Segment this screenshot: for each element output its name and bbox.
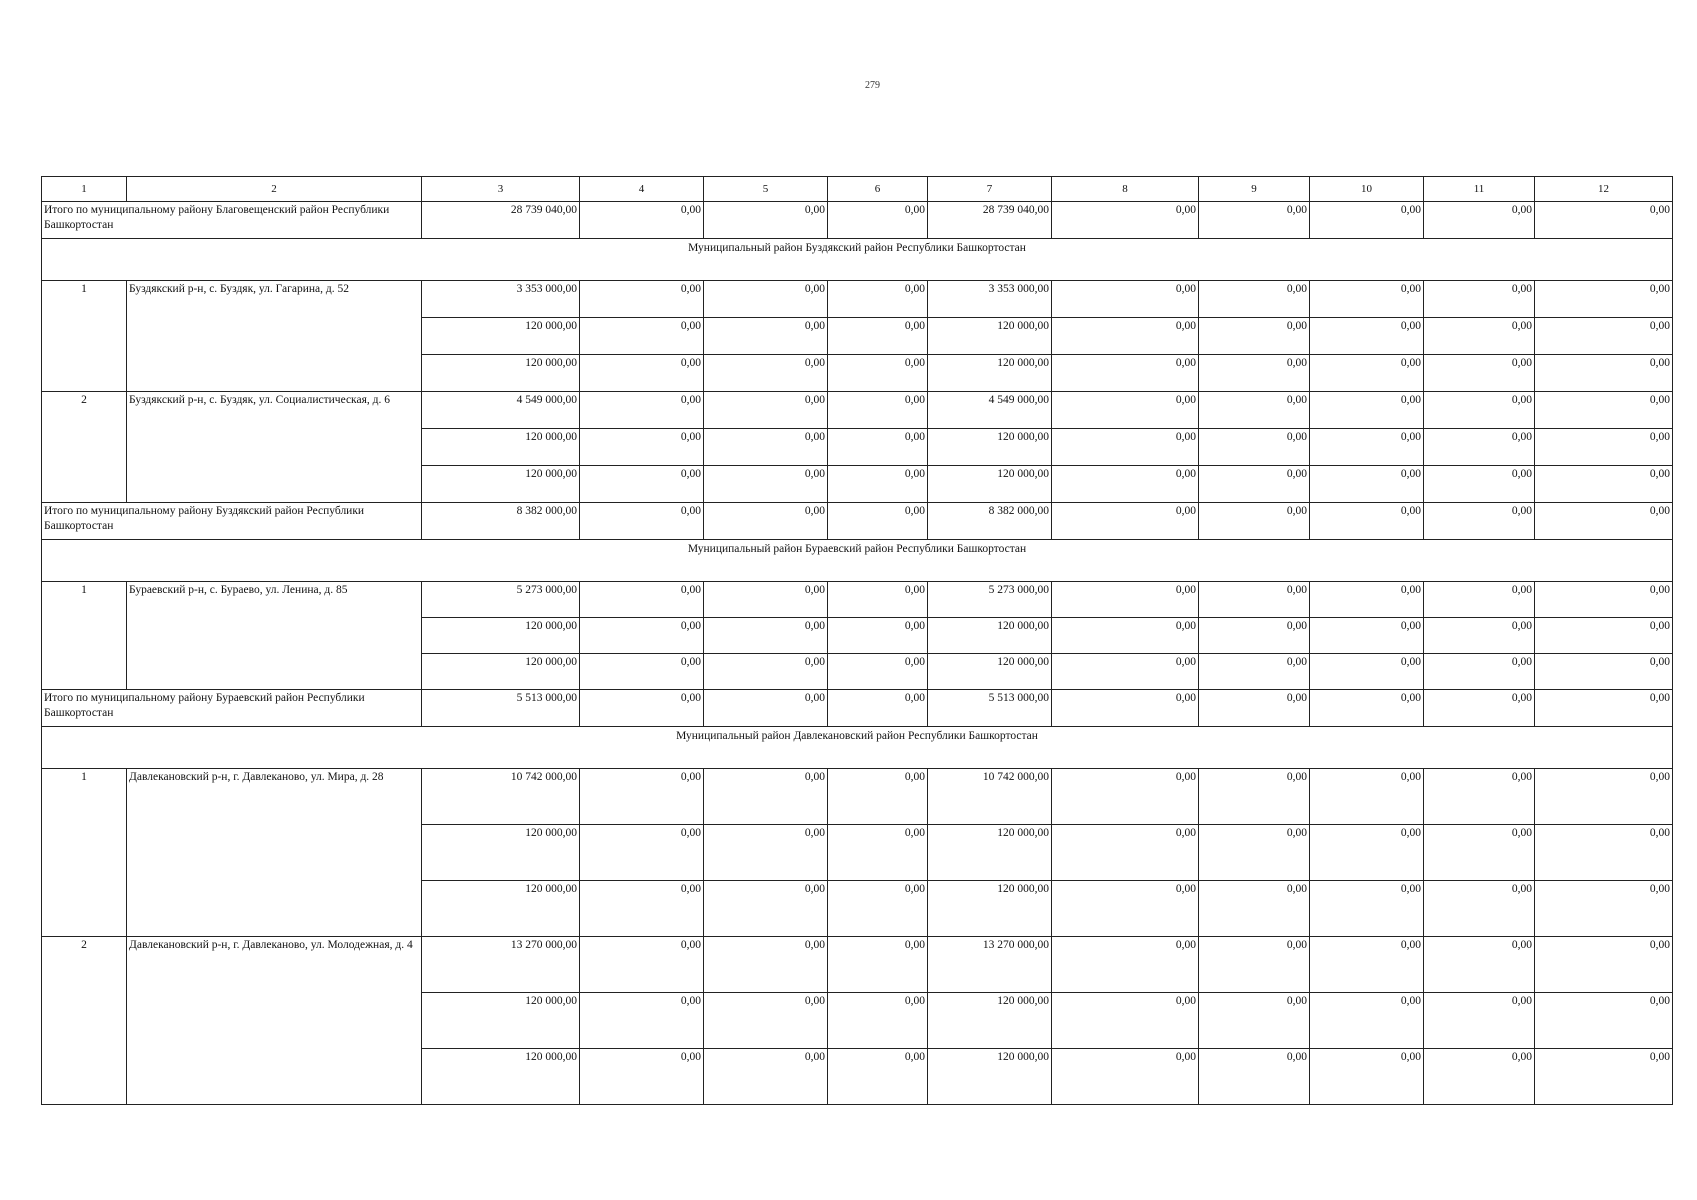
amount-cell: 0,00	[704, 429, 828, 466]
amount-cell: 0,00	[580, 202, 704, 239]
amount-cell: 0,00	[1535, 825, 1673, 881]
amount-cell: 0,00	[1052, 937, 1199, 993]
amount-cell: 0,00	[580, 618, 704, 654]
total-row	[42, 690, 1673, 727]
amount-cell: 0,00	[704, 881, 828, 937]
amount-cell: 0,00	[1310, 202, 1424, 239]
amount-cell: 0,00	[828, 355, 928, 392]
amount-cell: 0,00	[580, 582, 704, 618]
page-number: 279	[865, 80, 880, 91]
amount-cell: 0,00	[1310, 690, 1424, 727]
table-row	[42, 769, 1673, 825]
amount-cell: 13 270 000,00	[422, 937, 580, 993]
amount-cell: 0,00	[1199, 825, 1310, 881]
column-header: 7	[928, 177, 1052, 202]
amount-cell: 0,00	[580, 993, 704, 1049]
amount-cell: 120 000,00	[422, 825, 580, 881]
amount-cell: 0,00	[1310, 1049, 1424, 1105]
amount-cell: 0,00	[704, 355, 828, 392]
amount-cell: 0,00	[1052, 1049, 1199, 1105]
column-header: 9	[1199, 177, 1310, 202]
amount-cell: 120 000,00	[928, 1049, 1052, 1105]
amount-cell: 10 742 000,00	[928, 769, 1052, 825]
amount-cell: 0,00	[828, 503, 928, 540]
amount-cell: 0,00	[1424, 355, 1535, 392]
amount-cell: 0,00	[704, 392, 828, 429]
table-body	[42, 177, 1673, 1105]
amount-cell: 0,00	[1052, 392, 1199, 429]
amount-cell: 0,00	[1535, 937, 1673, 993]
amount-cell: 5 273 000,00	[422, 582, 580, 618]
amount-cell: 0,00	[1310, 392, 1424, 429]
amount-cell: 0,00	[828, 993, 928, 1049]
total-row	[42, 202, 1673, 239]
amount-cell: 0,00	[580, 654, 704, 690]
amount-cell: 0,00	[1535, 503, 1673, 540]
amount-cell: 0,00	[1052, 429, 1199, 466]
amount-cell: 0,00	[828, 318, 928, 355]
amount-cell: 5 513 000,00	[928, 690, 1052, 727]
amount-cell: 120 000,00	[422, 429, 580, 466]
amount-cell: 0,00	[828, 582, 928, 618]
amount-cell: 0,00	[1424, 503, 1535, 540]
amount-cell: 0,00	[1199, 937, 1310, 993]
amount-cell: 0,00	[1535, 769, 1673, 825]
amount-cell: 0,00	[580, 1049, 704, 1105]
amount-cell: 0,00	[1199, 654, 1310, 690]
amount-cell: 0,00	[1199, 769, 1310, 825]
section-row	[42, 540, 1673, 582]
amount-cell: 0,00	[1199, 618, 1310, 654]
section-row	[42, 239, 1673, 281]
item-address: Давлекановский р-н, г. Давлеканово, ул. Молодежная, д. 4	[127, 937, 422, 1105]
amount-cell: 120 000,00	[928, 318, 1052, 355]
amount-cell: 0,00	[1052, 825, 1199, 881]
amount-cell: 0,00	[704, 654, 828, 690]
amount-cell: 0,00	[704, 202, 828, 239]
amount-cell: 0,00	[580, 503, 704, 540]
item-number: 1	[42, 582, 127, 690]
amount-cell: 0,00	[580, 429, 704, 466]
item-number: 1	[42, 769, 127, 937]
amount-cell: 0,00	[1424, 993, 1535, 1049]
amount-cell: 0,00	[1310, 654, 1424, 690]
amount-cell: 0,00	[1424, 582, 1535, 618]
amount-cell: 8 382 000,00	[928, 503, 1052, 540]
amount-cell: 0,00	[1052, 654, 1199, 690]
amount-cell: 0,00	[1199, 429, 1310, 466]
column-header: 5	[704, 177, 828, 202]
column-header: 8	[1052, 177, 1199, 202]
amount-cell: 0,00	[1199, 355, 1310, 392]
amount-cell: 0,00	[1535, 281, 1673, 318]
amount-cell: 0,00	[1310, 993, 1424, 1049]
amount-cell: 0,00	[704, 582, 828, 618]
amount-cell: 0,00	[1310, 825, 1424, 881]
amount-cell: 0,00	[828, 429, 928, 466]
column-header: 3	[422, 177, 580, 202]
amount-cell: 0,00	[580, 281, 704, 318]
amount-cell: 120 000,00	[928, 654, 1052, 690]
amount-cell: 0,00	[1199, 318, 1310, 355]
amount-cell: 0,00	[580, 355, 704, 392]
amount-cell: 0,00	[1052, 582, 1199, 618]
table-row	[42, 937, 1673, 993]
amount-cell: 0,00	[1535, 881, 1673, 937]
item-address: Давлекановский р-н, г. Давлеканово, ул. Мира, д. 28	[127, 769, 422, 937]
total-label: Итого по муниципальному району Бураевский район Республики Башкортостан	[42, 690, 422, 727]
amount-cell: 5 513 000,00	[422, 690, 580, 727]
amount-cell: 0,00	[704, 281, 828, 318]
item-address: Буздякский р-н, с. Буздяк, ул. Гагарина, д. 52	[127, 281, 422, 392]
amount-cell: 0,00	[1310, 318, 1424, 355]
amount-cell: 28 739 040,00	[928, 202, 1052, 239]
column-header: 11	[1424, 177, 1535, 202]
amount-cell: 0,00	[1199, 1049, 1310, 1105]
amount-cell: 120 000,00	[422, 618, 580, 654]
amount-cell: 0,00	[1424, 429, 1535, 466]
amount-cell: 0,00	[828, 392, 928, 429]
amount-cell: 120 000,00	[422, 654, 580, 690]
amount-cell: 0,00	[704, 690, 828, 727]
amount-cell: 0,00	[1310, 881, 1424, 937]
amount-cell: 0,00	[1052, 503, 1199, 540]
amount-cell: 0,00	[828, 1049, 928, 1105]
column-header: 4	[580, 177, 704, 202]
section-row	[42, 727, 1673, 769]
amount-cell: 0,00	[828, 825, 928, 881]
amount-cell: 28 739 040,00	[422, 202, 580, 239]
amount-cell: 0,00	[1052, 690, 1199, 727]
amount-cell: 0,00	[1535, 654, 1673, 690]
column-header: 2	[127, 177, 422, 202]
section-title: Муниципальный район Давлекановский район Республики Башкортостан	[42, 727, 1673, 769]
amount-cell: 0,00	[1199, 202, 1310, 239]
amount-cell: 120 000,00	[422, 1049, 580, 1105]
amount-cell: 120 000,00	[422, 318, 580, 355]
amount-cell: 4 549 000,00	[422, 392, 580, 429]
amount-cell: 120 000,00	[928, 618, 1052, 654]
amount-cell: 0,00	[1424, 881, 1535, 937]
amount-cell: 0,00	[1199, 690, 1310, 727]
amount-cell: 120 000,00	[422, 466, 580, 503]
amount-cell: 0,00	[1052, 202, 1199, 239]
amount-cell: 0,00	[1199, 881, 1310, 937]
amount-cell: 120 000,00	[928, 993, 1052, 1049]
amount-cell: 0,00	[1310, 503, 1424, 540]
amount-cell: 0,00	[1535, 690, 1673, 727]
amount-cell: 0,00	[828, 466, 928, 503]
amount-cell: 0,00	[1535, 993, 1673, 1049]
amount-cell: 0,00	[580, 881, 704, 937]
amount-cell: 3 353 000,00	[928, 281, 1052, 318]
item-number: 1	[42, 281, 127, 392]
amount-cell: 120 000,00	[928, 466, 1052, 503]
amount-cell: 0,00	[828, 202, 928, 239]
total-label: Итого по муниципальному району Благовещенский район Республики Башкортостан	[42, 202, 422, 239]
total-row	[42, 503, 1673, 540]
amount-cell: 0,00	[704, 993, 828, 1049]
amount-cell: 0,00	[580, 825, 704, 881]
amount-cell: 120 000,00	[422, 355, 580, 392]
amount-cell: 120 000,00	[928, 355, 1052, 392]
amount-cell: 0,00	[580, 392, 704, 429]
amount-cell: 0,00	[1310, 769, 1424, 825]
amount-cell: 0,00	[704, 1049, 828, 1105]
amount-cell: 0,00	[828, 654, 928, 690]
amount-cell: 0,00	[580, 466, 704, 503]
amount-cell: 0,00	[1424, 825, 1535, 881]
amount-cell: 0,00	[1535, 618, 1673, 654]
amount-cell: 0,00	[1424, 202, 1535, 239]
amount-cell: 0,00	[1535, 429, 1673, 466]
amount-cell: 5 273 000,00	[928, 582, 1052, 618]
amount-cell: 0,00	[580, 937, 704, 993]
amount-cell: 0,00	[1052, 769, 1199, 825]
amount-cell: 0,00	[1052, 618, 1199, 654]
amount-cell: 0,00	[1052, 281, 1199, 318]
item-address: Буздякский р-н, с. Буздяк, ул. Социалистическая, д. 6	[127, 392, 422, 503]
amount-cell: 0,00	[1424, 318, 1535, 355]
amount-cell: 0,00	[1052, 466, 1199, 503]
item-address: Бураевский р-н, с. Бураево, ул. Ленина, д. 85	[127, 582, 422, 690]
table-row	[42, 281, 1673, 318]
amount-cell: 0,00	[1424, 769, 1535, 825]
amount-cell: 0,00	[1199, 281, 1310, 318]
amount-cell: 0,00	[1535, 355, 1673, 392]
amount-cell: 0,00	[704, 825, 828, 881]
amount-cell: 0,00	[1424, 1049, 1535, 1105]
item-number: 2	[42, 937, 127, 1105]
amount-cell: 0,00	[580, 318, 704, 355]
amount-cell: 0,00	[704, 937, 828, 993]
amount-cell: 0,00	[1310, 582, 1424, 618]
amount-cell: 0,00	[1424, 937, 1535, 993]
item-number: 2	[42, 392, 127, 503]
section-title: Муниципальный район Бураевский район Республики Башкортостан	[42, 540, 1673, 582]
amount-cell: 0,00	[1535, 318, 1673, 355]
column-header: 12	[1535, 177, 1673, 202]
amount-cell: 0,00	[1199, 993, 1310, 1049]
amount-cell: 0,00	[1310, 466, 1424, 503]
column-header: 10	[1310, 177, 1424, 202]
amount-cell: 0,00	[1424, 618, 1535, 654]
amount-cell: 13 270 000,00	[928, 937, 1052, 993]
amount-cell: 0,00	[1535, 582, 1673, 618]
amount-cell: 0,00	[1052, 993, 1199, 1049]
total-label: Итого по муниципальному району Буздякский район Республики Башкортостан	[42, 503, 422, 540]
amount-cell: 0,00	[828, 690, 928, 727]
amount-cell: 120 000,00	[928, 881, 1052, 937]
amount-cell: 0,00	[828, 937, 928, 993]
amount-cell: 0,00	[1199, 392, 1310, 429]
amount-cell: 0,00	[1199, 582, 1310, 618]
amount-cell: 120 000,00	[928, 429, 1052, 466]
amount-cell: 0,00	[1310, 429, 1424, 466]
amount-cell: 0,00	[828, 769, 928, 825]
amount-cell: 0,00	[704, 466, 828, 503]
amount-cell: 0,00	[1052, 355, 1199, 392]
amount-cell: 0,00	[1424, 466, 1535, 503]
amount-cell: 0,00	[580, 690, 704, 727]
amount-cell: 4 549 000,00	[928, 392, 1052, 429]
amount-cell: 0,00	[1424, 281, 1535, 318]
amount-cell: 0,00	[580, 769, 704, 825]
amount-cell: 120 000,00	[422, 993, 580, 1049]
table-row	[42, 582, 1673, 618]
register-table	[41, 176, 1673, 1105]
amount-cell: 0,00	[704, 318, 828, 355]
amount-cell: 3 353 000,00	[422, 281, 580, 318]
amount-cell: 120 000,00	[422, 881, 580, 937]
amount-cell: 0,00	[1310, 618, 1424, 654]
column-header: 6	[828, 177, 928, 202]
amount-cell: 0,00	[1199, 466, 1310, 503]
amount-cell: 0,00	[1310, 281, 1424, 318]
amount-cell: 0,00	[1424, 690, 1535, 727]
column-header: 1	[42, 177, 127, 202]
table-row	[42, 392, 1673, 429]
amount-cell: 0,00	[1424, 654, 1535, 690]
amount-cell: 0,00	[1310, 355, 1424, 392]
amount-cell: 0,00	[1052, 881, 1199, 937]
amount-cell: 0,00	[1535, 466, 1673, 503]
amount-cell: 0,00	[828, 618, 928, 654]
amount-cell: 10 742 000,00	[422, 769, 580, 825]
amount-cell: 0,00	[1535, 202, 1673, 239]
amount-cell: 0,00	[828, 281, 928, 318]
amount-cell: 0,00	[1199, 503, 1310, 540]
amount-cell: 120 000,00	[928, 825, 1052, 881]
amount-cell: 0,00	[1424, 392, 1535, 429]
header-row	[42, 177, 1673, 202]
amount-cell: 0,00	[1052, 318, 1199, 355]
amount-cell: 0,00	[1535, 392, 1673, 429]
amount-cell: 0,00	[704, 769, 828, 825]
section-title: Муниципальный район Буздякский район Республики Башкортостан	[42, 239, 1673, 281]
amount-cell: 0,00	[704, 618, 828, 654]
amount-cell: 8 382 000,00	[422, 503, 580, 540]
amount-cell: 0,00	[1535, 1049, 1673, 1105]
amount-cell: 0,00	[828, 881, 928, 937]
amount-cell: 0,00	[704, 503, 828, 540]
amount-cell: 0,00	[1310, 937, 1424, 993]
